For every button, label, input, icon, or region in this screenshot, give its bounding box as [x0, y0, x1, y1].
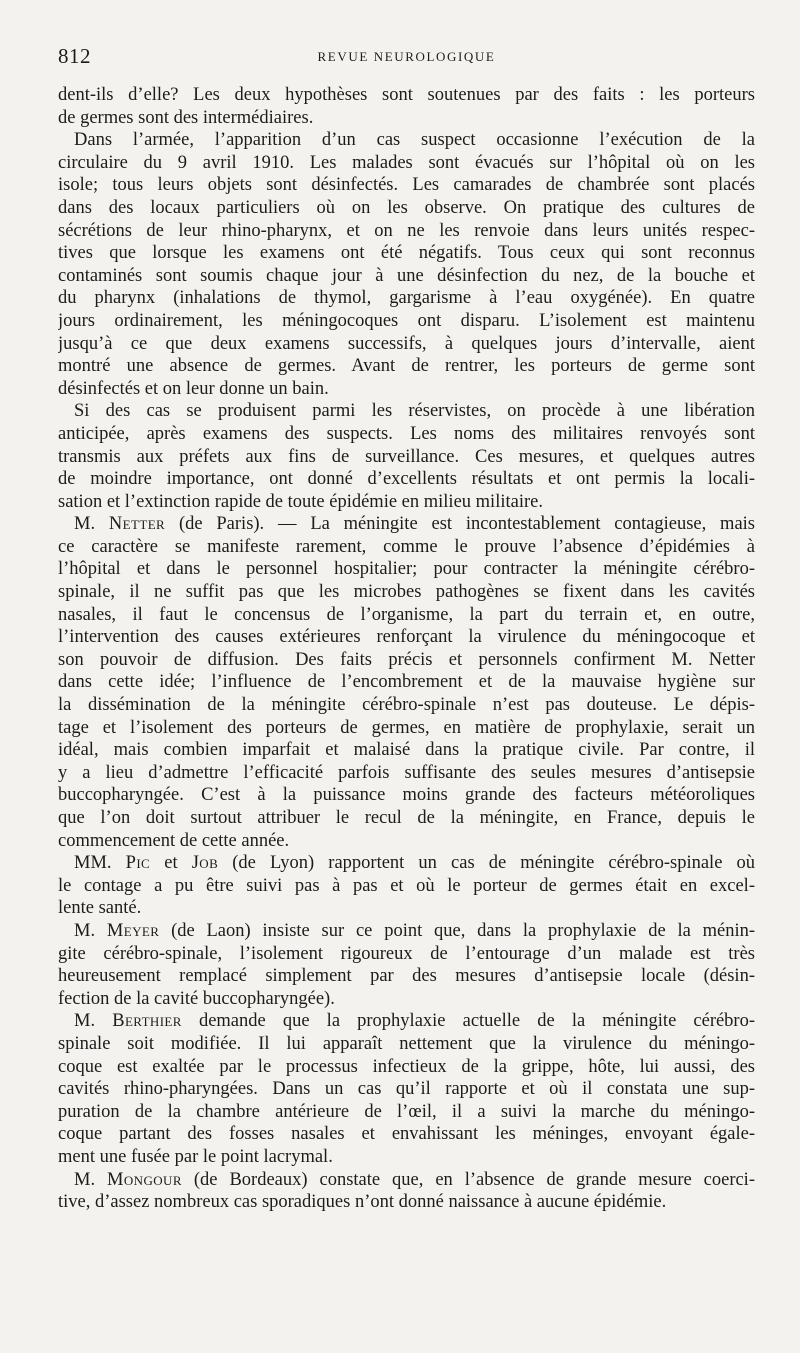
text-line: [58, 875, 755, 898]
line-segment: ment une fusée par le point lacrymal.: [58, 1146, 333, 1167]
author-name: Pic: [125, 853, 151, 874]
text-line: [58, 920, 755, 943]
text-line: [58, 84, 755, 107]
text-line: [58, 242, 755, 265]
line-segment: lente santé.: [58, 898, 142, 919]
text-line: [58, 1056, 755, 1079]
line-segment: (de Bordeaux) constate que, en l’absence de grande mesure coerci-: [181, 1169, 755, 1190]
line-segment: ce caractère se manifeste rarement, comme le prouve l’absence d’épidémies à: [58, 536, 755, 557]
line-segment: du pharynx (inhalations de thymol, gargarisme à l’eau oxygénée). En quatre: [58, 288, 755, 309]
line-segment: transmis aux préfets aux fins de surveillance. Ces mesures, et quelques autres: [58, 446, 755, 467]
line-segment: gite cérébro-spinale, l’isolement rigoureux de l’entourage d’un malade est très: [58, 943, 755, 964]
text-line: [58, 988, 755, 1011]
line-segment: que l’on doit surtout attribuer le recul de la méningite, en France, depuis le: [58, 808, 755, 828]
line-segment: (de Paris). — La méningite est incontestablement contagieuse, mais: [165, 514, 755, 535]
line-segment: montré une absence de germes. Avant de rentrer, les porteurs de germe sont: [58, 356, 755, 377]
line-segment: de germes sont des intermédiaires.: [58, 107, 314, 128]
text-line: [58, 762, 755, 785]
text-line: [58, 717, 755, 740]
text-line: [58, 581, 755, 604]
line-segment: son pouvoir de diffusion. Des faits précis et personnels confirment M. Netter: [58, 649, 755, 670]
line-segment: circulaire du 9 avril 1910. Les malades sont évacués sur l’hôpital où on les: [58, 152, 755, 173]
line-segment: y a lieu d’admettre l’efficacité parfois suffisante des seules mesures d’antisepsie: [58, 762, 755, 783]
line-segment: dans cette idée; l’influence de l’encombrement et de la mauvaise hygiène sur: [58, 672, 755, 693]
line-segment: l’hôpital et dans le personnel hospitalier; pour contracter la méningite cérébro-: [58, 559, 755, 580]
text-line: [58, 1078, 755, 1101]
line-segment: tives que lorsque les examens ont été négatifs. Tous ceux qui sont reconnus: [58, 243, 755, 264]
text-line: [58, 152, 755, 175]
text-line: [58, 784, 755, 807]
text-line: [58, 671, 755, 694]
text-line: [58, 287, 755, 310]
line-segment: coque partant des fosses nasales et envahissant les méninges, envoyant égale-: [58, 1124, 755, 1145]
body-text: [58, 84, 755, 1214]
line-segment: (de Laon) insiste sur ce point que, dans la prophylaxie de la ménin-: [159, 920, 755, 941]
text-line: [58, 965, 755, 988]
line-segment: demande que la prophylaxie actuelle de la méningite cérébro-: [181, 1011, 755, 1032]
line-segment: désinfectés et on leur donne un bain.: [58, 378, 329, 399]
line-segment: anticipée, après examens des suspects. Les noms des militaires renvoyés sont: [58, 423, 755, 444]
line-segment: spinale soit modifiée. Il lui apparaît nettement que la virulence du méningo-: [58, 1033, 755, 1054]
line-segment: contaminés sont soumis chaque jour à une désinfection du nez, de la bouche et: [58, 265, 755, 286]
text-line: [58, 355, 755, 378]
text-line: [58, 558, 755, 581]
text-line: [58, 649, 755, 672]
text-line: [58, 604, 755, 627]
text-line: [58, 1191, 755, 1214]
text-line: [58, 1146, 755, 1169]
text-line: [58, 513, 755, 536]
line-segment: (de Lyon) rapportent un cas de méningite cérébro-spinale où: [218, 853, 755, 874]
line-segment: idéal, mais combien imparfait et malaisé dans la pratique civile. Par contre, il: [58, 740, 755, 761]
line-segment: l’intervention des causes extérieures renforçant la virulence du méningocoque et: [58, 627, 755, 648]
line-segment: Si des cas se produisent parmi les réservistes, on procède à une libération: [74, 401, 755, 422]
text-line: [58, 1169, 755, 1192]
text-line: [58, 107, 755, 130]
text-line: [58, 1033, 755, 1056]
author-name: Job: [191, 853, 219, 874]
line-segment: coque est exaltée par le processus infectieux de la grippe, hôte, lui aussi, des: [58, 1056, 755, 1077]
author-name: Meyer: [106, 920, 160, 941]
text-line: [58, 423, 755, 446]
line-segment: le contage a pu être suivi pas à pas et où le porteur de germes était en excel-: [58, 875, 755, 896]
line-segment: dent-ils d’elle? Les deux hypothèses sont soutenues par des faits : les porteurs: [58, 85, 755, 105]
line-segment: tive, d’assez nombreux cas sporadiques n’ont donné naissance à aucune épidémie.: [58, 1192, 667, 1213]
line-segment: cavités rhino-pharyngées. Dans un cas qu’il rapporte et où il constata une sup-: [58, 1079, 755, 1100]
line-segment: tage et l’isolement des porteurs de germes, en matière de prophylaxie, serait un: [58, 717, 755, 738]
line-segment: jours ordinairement, les méningocoques ont disparu. L’isolement est maintenu: [58, 310, 755, 331]
text-line: [58, 400, 755, 423]
text-line: [58, 491, 755, 514]
line-segment: isole; tous leurs objets sont désinfectés. Les camarades de chambrée sont placés: [58, 175, 755, 196]
line-segment: jusqu’à ce que deux examens successifs, à quelques jours d’intervalle, aient: [58, 333, 755, 354]
page-number: 812: [58, 44, 91, 68]
text-line: [58, 174, 755, 197]
line-segment: de moindre importance, ont donné d’excellents résultats et ont permis la locali-: [58, 469, 755, 490]
text-line: [58, 897, 755, 920]
line-segment: puration de la chambre antérieure de l’œil, il a suivi la marche du méningo-: [58, 1101, 755, 1122]
text-line: [58, 446, 755, 469]
line-segment: buccopharyngée. C’est à la puissance moins grande des facteurs météoroliques: [58, 785, 755, 806]
author-name: Berthier: [112, 1011, 182, 1032]
text-line: [58, 129, 755, 152]
line-segment: fection de la cavité buccopharyngée).: [58, 988, 335, 1009]
line-segment: spinale, il ne suffit pas que les microbes pathogènes se fixent dans les cavités: [58, 582, 755, 603]
text-line: [58, 265, 755, 288]
running-head: REVUE NEUROLOGIQUE: [317, 49, 496, 64]
line-segment: M.: [74, 1011, 113, 1032]
text-line: [58, 1101, 755, 1124]
author-name: Netter: [108, 514, 166, 535]
page-header: [58, 44, 755, 72]
text-line: [58, 626, 755, 649]
line-segment: commencement de cette année.: [58, 830, 290, 851]
text-line: [58, 943, 755, 966]
text-line: [58, 830, 755, 853]
text-line: [58, 694, 755, 717]
line-segment: dans des locaux particuliers où on les observe. On pratique des cultures de: [58, 197, 755, 218]
line-segment: MM.: [74, 853, 126, 874]
line-segment: sation et l’extinction rapide de toute épidémie en milieu militaire.: [58, 491, 543, 512]
text-line: [58, 739, 755, 762]
text-line: [58, 468, 755, 491]
line-segment: sécrétions de leur rhino-pharynx, et on ne les renvoie dans leurs unités respec-: [58, 220, 755, 241]
line-segment: Dans l’armée, l’apparition d’un cas suspect occasionne l’exécution de la: [74, 130, 755, 151]
line-segment: M.: [74, 514, 109, 535]
text-line: [58, 197, 755, 220]
text-line: [58, 310, 755, 333]
text-line: [58, 852, 755, 875]
line-segment: nasales, il faut le concensus de l’organisme, la part du terrain et, en outre,: [58, 604, 755, 625]
text-line: [58, 536, 755, 559]
text-line: [58, 378, 755, 401]
line-segment: M.: [74, 920, 107, 941]
author-name: Mongour: [107, 1169, 182, 1190]
line-segment: heureusement remplacé simplement par des mesures d’antisepsie locale (désin-: [58, 966, 755, 987]
text-line: [58, 333, 755, 356]
text-line: [58, 807, 755, 830]
line-segment: et: [150, 853, 192, 874]
line-segment: M.: [74, 1169, 108, 1190]
text-line: [58, 1123, 755, 1146]
text-line: [58, 220, 755, 243]
line-segment: la dissémination de la méningite cérébro-spinale n’est pas douteuse. Le dépis-: [58, 695, 755, 716]
text-line: [58, 1010, 755, 1033]
